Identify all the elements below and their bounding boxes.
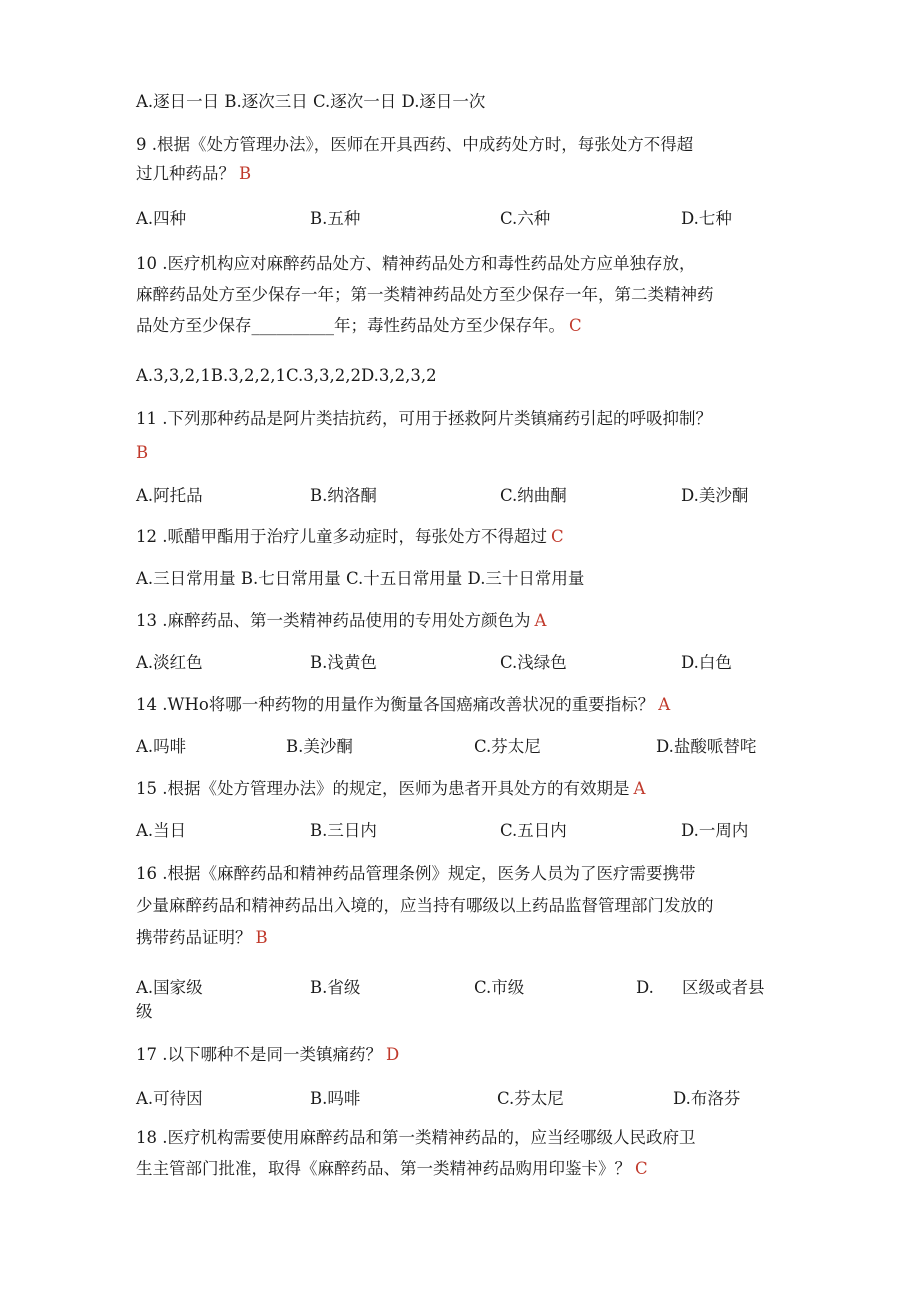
q13-question-line1 <box>136 609 786 633</box>
q17-question-line1 <box>136 1043 786 1067</box>
q13-option-c: C.浅绿色 <box>500 653 567 672</box>
q13-answer: A <box>534 611 547 630</box>
q11-question-line1: 11 .下列那种药品是阿片类拮抗药，可用于拯救阿片类镇痛药引起的呼吸抑制？ <box>136 409 712 428</box>
q14-option-d: D.盐酸哌替咤 <box>656 737 757 756</box>
q18-answer: C <box>635 1159 648 1178</box>
q16-question-line3 <box>136 926 786 950</box>
q16-answer: B <box>255 928 268 947</box>
q10-options: A.3,3,2,1B.3,2,2,1C.3,3,2,2D.3,2,3,2 <box>136 366 437 385</box>
q9-question-line1: 9 .根据《处方管理办法》，医师在开具西药、中成药处方时，每张处方不得超 <box>136 135 694 154</box>
q14-question-text: 14 .WHo将哪一种药物的用量作为衡量各国癌痛改善状况的重要指标？ <box>136 695 655 714</box>
q8-options: A.逐日一日 B.逐次三日 C.逐次一日 D.逐日一次 <box>136 92 486 111</box>
q17-option-b: B.吗啡 <box>310 1089 361 1108</box>
q9-option-b: B.五种 <box>310 209 361 228</box>
q16-option-d-text: 区级或者县 <box>682 978 765 997</box>
q15-option-b: B.三日内 <box>310 821 377 840</box>
q11-option-d: D.美沙酮 <box>681 486 749 505</box>
q13-option-b: B.浅黄色 <box>310 653 377 672</box>
q16-options-wrap: 级 <box>136 1002 153 1021</box>
q11-option-b: B.纳洛酮 <box>310 486 377 505</box>
q11-option-a: A.阿托品 <box>136 486 203 505</box>
q15-option-c: C.五日内 <box>500 821 567 840</box>
q17-option-c: C.芬太尼 <box>497 1089 564 1108</box>
q10-question-text-post: 年；毒性药品处方至少保存年。 <box>334 316 565 335</box>
q15-option-d: D.一周内 <box>681 821 749 840</box>
q15-question-line1 <box>136 777 786 801</box>
q16-option-b: B.省级 <box>310 978 361 997</box>
q16-option-a: A.国家级 <box>136 978 203 997</box>
q16-question-line1: 16 .根据《麻醉药品和精神药品管理条例》规定，医务人员为了医疗需要携带 <box>136 864 696 883</box>
q17-answer: D <box>386 1045 400 1064</box>
q12-options: A.三日常用量 B.七日常用量 C.十五日常用量 D.三十日常用量 <box>136 569 585 588</box>
q9-option-d: D.七种 <box>681 209 732 228</box>
q17-option-d: D.布洛芬 <box>673 1089 741 1108</box>
q10-question-text-pre: 品处方至少保存 <box>136 316 252 335</box>
q15-answer: A <box>633 779 646 798</box>
q11-option-c: C.纳曲酮 <box>500 486 567 505</box>
q10-question-line2: 麻醉药品处方至少保存一年；第一类精神药品处方至少保存一年，第二类精神药 <box>136 285 714 304</box>
q13-question-text: 13 .麻醉药品、第一类精神药品使用的专用处方颜色为 <box>136 611 531 630</box>
q14-answer: A <box>658 695 671 714</box>
q16-question-line2: 少量麻醉药品和精神药品出入境的，应当持有哪级以上药品监督管理部门发放的 <box>136 896 714 915</box>
q9-option-c: C.六种 <box>500 209 551 228</box>
q9-question-text: 过几种药品？ <box>136 164 235 183</box>
q17-question-text: 17 .以下哪种不是同一类镇痛药？ <box>136 1045 382 1064</box>
q13-option-d: D.白色 <box>681 653 732 672</box>
q12-question-line1 <box>136 525 786 549</box>
q15-option-a: A.当日 <box>136 821 187 840</box>
q9-question-line2 <box>136 162 786 186</box>
q11-answer-line <box>136 441 786 465</box>
q14-option-b: B.美沙酮 <box>286 737 353 756</box>
q13-option-a: A.淡红色 <box>136 653 203 672</box>
q16-question-text: 携带药品证明？ <box>136 928 252 947</box>
q18-question-text: 生主管部门批准，取得《麻醉药品、第一类精神药品购用印鉴卡》？ <box>136 1159 631 1178</box>
q11-answer: B <box>136 443 149 462</box>
q14-option-a: A.吗啡 <box>136 737 187 756</box>
q14-option-c: C.芬太尼 <box>474 737 541 756</box>
q10-answer: C <box>569 316 582 335</box>
q16-option-d: D. <box>636 978 654 997</box>
q12-answer: C <box>551 527 564 546</box>
q15-question-text: 15 .根据《处方管理办法》的规定，医师为患者开具处方的有效期是 <box>136 779 630 798</box>
q17-option-a: A.可待因 <box>136 1089 203 1108</box>
q18-question-line2 <box>136 1157 786 1181</box>
q9-answer: B <box>239 164 252 183</box>
q9-option-a: A.四种 <box>136 209 187 228</box>
q18-question-line1: 18 .医疗机构需要使用麻醉药品和第一类精神药品的，应当经哪级人民政府卫 <box>136 1128 696 1147</box>
q16-option-c: C.市级 <box>474 978 525 997</box>
q10-question-line1: 10 .医疗机构应对麻醉药品处方、精神药品处方和毒性药品处方应单独存放， <box>136 254 696 273</box>
q12-question-text: 12 .哌醋甲酯用于治疗儿童多动症时，每张处方不得超过 <box>136 527 547 546</box>
q14-question-line1 <box>136 693 786 717</box>
q10-blank: __________ <box>251 316 334 335</box>
q10-question-line3 <box>136 314 786 338</box>
